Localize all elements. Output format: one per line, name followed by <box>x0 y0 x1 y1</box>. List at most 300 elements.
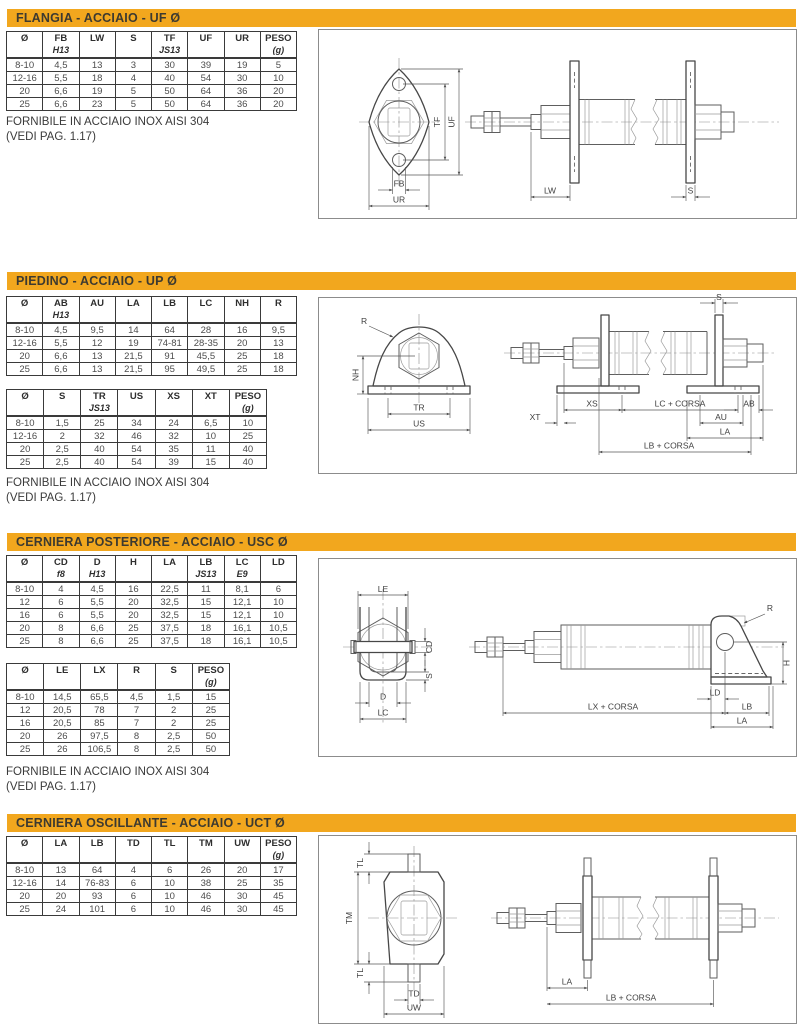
cerniera-oscillante-table <box>6 836 297 916</box>
table-cell: 3 <box>115 58 151 72</box>
table-cell: 50 <box>192 730 229 743</box>
table-cell: 30 <box>224 903 260 916</box>
table-cell: 25 <box>7 635 43 648</box>
table-cell: 46 <box>118 430 155 443</box>
column-header: D H13 <box>79 556 115 583</box>
foot-front-view <box>351 314 471 434</box>
table-cell: 46 <box>188 903 224 916</box>
table-cell: 6 <box>43 596 79 609</box>
cylinder-side-view <box>465 61 779 201</box>
cerniera-oscillante-drawing-box <box>318 835 797 1024</box>
table-row <box>7 609 297 622</box>
table-cell: 12 <box>7 596 43 609</box>
column-header: TF JS13 <box>152 32 188 59</box>
table-row <box>7 622 297 635</box>
table-cell: 16 <box>224 323 260 337</box>
table-cell: 16,1 <box>224 635 260 648</box>
cerniera-oscillante-drawing <box>319 836 796 1023</box>
piedino-drawing-box <box>318 292 797 474</box>
table-cell: 11 <box>188 582 224 596</box>
table-cell: 4,5 <box>79 582 115 596</box>
table-cell: 5 <box>260 58 296 72</box>
table-cell: 7 <box>118 704 155 717</box>
table-cell: 20 <box>115 609 151 622</box>
table-cell: 46 <box>188 890 224 903</box>
table-cell: 8 <box>43 622 79 635</box>
table-cell: 85 <box>81 717 118 730</box>
dim-label-tr: TR <box>413 402 425 413</box>
cylinder-side-view <box>491 858 779 1007</box>
column-header: XT <box>192 390 229 417</box>
dim-label-uw: UW <box>406 1002 422 1013</box>
table-row <box>7 890 297 903</box>
table-cell: 10 <box>229 416 266 430</box>
table-cell: 20 <box>260 85 296 98</box>
column-header: TM <box>188 837 224 864</box>
piedino-table-2 <box>6 389 267 469</box>
table-cell: 32,5 <box>152 596 188 609</box>
table-cell: 36 <box>224 85 260 98</box>
table-cell: 13 <box>260 337 296 350</box>
table-cell: 5 <box>115 85 151 98</box>
table-cell: 40 <box>81 456 118 469</box>
table-cell: 20 <box>43 890 79 903</box>
column-header: LC E9 <box>224 556 260 583</box>
table-cell: 6 <box>260 582 296 596</box>
table-cell: 24 <box>155 416 192 430</box>
table-cell: 16 <box>115 582 151 596</box>
table-cell: 18 <box>79 72 115 85</box>
table-cell: 14,5 <box>44 690 81 704</box>
table-cell: 12-16 <box>7 72 43 85</box>
table-cell: 74-81 <box>152 337 188 350</box>
table-cell: 18 <box>188 635 224 648</box>
table-cell: 101 <box>79 903 115 916</box>
dim-label-ld: LD <box>709 687 721 698</box>
table-cell: 1,5 <box>44 416 81 430</box>
table-cell: 20 <box>7 443 44 456</box>
table-row <box>7 690 230 704</box>
table-cell: 34 <box>118 416 155 430</box>
table-cell: 25 <box>115 622 151 635</box>
column-header: Ø <box>7 556 43 583</box>
table-cell: 6,5 <box>192 416 229 430</box>
table-cell: 97,5 <box>81 730 118 743</box>
table-row <box>7 416 267 430</box>
table-cell: 64 <box>188 85 224 98</box>
dim-label-uf: UF <box>446 116 457 128</box>
table-cell: 32,5 <box>152 609 188 622</box>
table-cell: 16 <box>7 717 44 730</box>
table-cell: 8 <box>43 635 79 648</box>
column-header: Ø <box>7 837 43 864</box>
dim-label-ab: AB <box>743 398 755 409</box>
dim-label-la: LA <box>719 426 731 437</box>
dim-label-h: H <box>781 659 792 667</box>
dim-label-tl-top: TL <box>355 858 365 868</box>
table-cell: 2,5 <box>155 730 192 743</box>
section-title: PIEDINO - ACCIAIO - UP Ø <box>16 274 178 288</box>
table-cell: 36 <box>224 98 260 111</box>
column-header: S <box>115 32 151 59</box>
dim-label-us: US <box>413 418 425 429</box>
table-cell: 8 <box>118 743 155 756</box>
table-cell: 5,5 <box>43 337 79 350</box>
table-row <box>7 323 297 337</box>
table-cell: 93 <box>79 890 115 903</box>
table-cell: 40 <box>229 456 266 469</box>
column-header: S <box>44 390 81 417</box>
table-cell: 12-16 <box>7 430 44 443</box>
table-cell: 9,5 <box>260 323 296 337</box>
table-row <box>7 363 297 376</box>
table-cell: 25 <box>7 98 43 111</box>
column-header: AB H13 <box>43 297 79 324</box>
dim-label-d: D <box>379 691 387 702</box>
table-cell: 4 <box>115 863 151 877</box>
dim-label-ur: UR <box>392 194 406 205</box>
table-cell: 12-16 <box>7 877 43 890</box>
table-cell: 106,5 <box>81 743 118 756</box>
table-cell: 25 <box>81 416 118 430</box>
table-cell: 15 <box>192 456 229 469</box>
cerniera-posteriore-table-1 <box>6 555 297 648</box>
dim-label-tm: TM <box>344 911 354 925</box>
table-cell: 6 <box>115 890 151 903</box>
dim-label-tl-bottom: TL <box>355 968 365 978</box>
table-cell: 91 <box>152 350 188 363</box>
dim-label-lb-corsa: LB + CORSA <box>605 992 657 1003</box>
dim-label-lw: LW <box>543 185 557 196</box>
table-cell: 2 <box>44 430 81 443</box>
table-cell: 2,5 <box>155 743 192 756</box>
table-cell: 15 <box>188 609 224 622</box>
column-header: H <box>115 556 151 583</box>
column-header: LE <box>44 664 81 691</box>
note-piedino <box>6 476 209 505</box>
table-row <box>7 635 297 648</box>
column-header: XS <box>155 390 192 417</box>
column-header: US <box>118 390 155 417</box>
table-cell: 24 <box>43 903 79 916</box>
column-header: LA <box>43 837 79 864</box>
section-title: FLANGIA - ACCIAIO - UF Ø <box>16 11 181 25</box>
note-cerniera-posteriore <box>6 765 209 794</box>
table-cell: 20 <box>224 337 260 350</box>
table-cell: 40 <box>81 443 118 456</box>
table-row <box>7 85 297 98</box>
table-cell: 6,6 <box>43 363 79 376</box>
dim-label-la: LA <box>561 976 573 987</box>
column-header: PESO (g) <box>229 390 266 417</box>
table-cell: 20 <box>115 596 151 609</box>
column-header: LC <box>188 297 224 324</box>
table-cell: 4 <box>115 72 151 85</box>
piedino-table-1 <box>6 296 297 376</box>
dim-label-lb: LB <box>741 701 753 712</box>
column-header: UW <box>224 837 260 864</box>
cerniera-posteriore-drawing <box>319 559 796 756</box>
table-cell: 50 <box>192 743 229 756</box>
column-header: Ø <box>7 390 44 417</box>
table-cell: 25 <box>192 717 229 730</box>
table-cell: 20 <box>7 730 44 743</box>
table-cell: 4,5 <box>43 58 79 72</box>
table-cell: 19 <box>224 58 260 72</box>
column-header: LA <box>152 556 188 583</box>
table-cell: 25 <box>229 430 266 443</box>
table-cell: 6,6 <box>43 85 79 98</box>
table-cell: 65,5 <box>81 690 118 704</box>
table-cell: 25 <box>7 903 43 916</box>
dim-label-lc-corsa: LC + CORSA <box>654 398 706 409</box>
cerniera-posteriore-drawing-box <box>318 558 797 757</box>
table-cell: 45 <box>260 903 296 916</box>
column-header: LB <box>79 837 115 864</box>
cylinder-side-view <box>469 603 792 729</box>
table-cell: 54 <box>118 443 155 456</box>
table-cell: 20 <box>7 890 43 903</box>
column-header: Ø <box>7 32 43 59</box>
table-cell: 13 <box>43 863 79 877</box>
table-row <box>7 58 297 72</box>
table-cell: 5,5 <box>43 72 79 85</box>
table-cell: 8,1 <box>224 582 260 596</box>
table-cell: 17 <box>260 863 296 877</box>
table-cell: 49,5 <box>188 363 224 376</box>
table-cell: 25 <box>7 743 44 756</box>
table-cell: 26 <box>44 743 81 756</box>
column-header: LA <box>115 297 151 324</box>
column-header: CD f8 <box>43 556 79 583</box>
table-cell: 6,6 <box>79 635 115 648</box>
column-header: TL <box>152 837 188 864</box>
table-cell: 28 <box>188 323 224 337</box>
dim-label-lx-corsa: LX + CORSA <box>587 701 639 712</box>
table-cell: 13 <box>79 58 115 72</box>
table-cell: 10 <box>152 903 188 916</box>
dim-label-xs: XS <box>586 398 598 409</box>
table-cell: 5,5 <box>79 609 115 622</box>
table-cell: 13 <box>79 350 115 363</box>
table-cell: 76-83 <box>79 877 115 890</box>
table-cell: 28-35 <box>188 337 224 350</box>
table-cell: 1,5 <box>155 690 192 704</box>
table-cell: 20 <box>7 350 43 363</box>
clevis-front-view <box>343 584 434 725</box>
dim-label-r: R <box>766 603 774 613</box>
table-cell: 20 <box>7 622 43 635</box>
note-flangia <box>6 115 209 144</box>
table-cell: 37,5 <box>152 635 188 648</box>
table-row <box>7 337 297 350</box>
table-cell: 54 <box>118 456 155 469</box>
section-header-flangia <box>7 9 796 27</box>
table-cell: 10 <box>152 890 188 903</box>
table-cell: 95 <box>152 363 188 376</box>
table-cell: 37,5 <box>152 622 188 635</box>
column-header: LX <box>81 664 118 691</box>
column-header: TR JS13 <box>81 390 118 417</box>
table-cell: 8-10 <box>7 323 43 337</box>
table-cell: 7 <box>118 717 155 730</box>
table-cell: 6,6 <box>43 350 79 363</box>
column-header: PESO (g) <box>192 664 229 691</box>
table-cell: 20,5 <box>44 717 81 730</box>
table-cell: 64 <box>79 863 115 877</box>
flangia-table <box>6 31 297 111</box>
dim-label-fb: FB <box>393 178 405 189</box>
table-cell: 21,5 <box>115 363 151 376</box>
column-header: Ø <box>7 664 44 691</box>
table-cell: 13 <box>79 363 115 376</box>
table-row <box>7 98 297 111</box>
table-cell: 6 <box>115 877 151 890</box>
table-cell: 8-10 <box>7 416 44 430</box>
table-cell: 18 <box>188 622 224 635</box>
table-cell: 4,5 <box>118 690 155 704</box>
table-cell: 6 <box>43 609 79 622</box>
dim-label-td: TD <box>408 988 420 999</box>
dim-label-r: R <box>360 316 368 326</box>
table-cell: 20 <box>260 98 296 111</box>
column-header: LB <box>152 297 188 324</box>
table-cell: 64 <box>152 323 188 337</box>
table-cell: 19 <box>79 85 115 98</box>
column-header: TD <box>115 837 151 864</box>
table-row <box>7 730 230 743</box>
table-cell: 10 <box>260 596 296 609</box>
table-cell: 6 <box>152 863 188 877</box>
dim-label-le: LE <box>377 584 389 594</box>
table-cell: 32 <box>155 430 192 443</box>
dim-label-au: AU <box>715 412 727 422</box>
table-cell: 16 <box>7 609 43 622</box>
table-cell: 12-16 <box>7 337 43 350</box>
table-cell: 18 <box>260 350 296 363</box>
dim-label-cd: CD <box>424 640 434 654</box>
table-cell: 32 <box>81 430 118 443</box>
table-row <box>7 443 267 456</box>
piedino-drawing <box>319 292 796 473</box>
table-cell: 11 <box>192 443 229 456</box>
column-header: LW <box>79 32 115 59</box>
table-cell: 26 <box>188 863 224 877</box>
dim-label-s: S <box>687 185 694 196</box>
column-header: LD <box>260 556 296 583</box>
table-cell: 40 <box>229 443 266 456</box>
table-row <box>7 350 297 363</box>
table-cell: 25 <box>224 363 260 376</box>
table-cell: 12,1 <box>224 609 260 622</box>
table-cell: 25 <box>224 877 260 890</box>
table-cell: 6,6 <box>79 622 115 635</box>
column-header: UR <box>224 32 260 59</box>
table-cell: 5,5 <box>79 596 115 609</box>
table-cell: 12 <box>7 704 44 717</box>
table-cell: 26 <box>44 730 81 743</box>
note-line: (VEDI PAG. 1.17) <box>6 130 96 143</box>
table-cell: 20 <box>224 863 260 877</box>
column-header: S <box>155 664 192 691</box>
dim-label-lc: LC <box>377 707 389 718</box>
table-cell: 19 <box>115 337 151 350</box>
table-cell: 20 <box>7 85 43 98</box>
table-cell: 22,5 <box>152 582 188 596</box>
table-cell: 15 <box>192 690 229 704</box>
table-cell: 10,5 <box>260 622 296 635</box>
table-cell: 30 <box>224 890 260 903</box>
column-header: R <box>260 297 296 324</box>
table-cell: 45,5 <box>188 350 224 363</box>
table-cell: 16,1 <box>224 622 260 635</box>
table-cell: 50 <box>152 98 188 111</box>
note-line: (VEDI PAG. 1.17) <box>6 780 96 793</box>
table-cell: 21,5 <box>115 350 151 363</box>
section-header-piedino <box>7 272 796 290</box>
table-cell: 2,5 <box>44 443 81 456</box>
cylinder-side-view <box>504 292 774 455</box>
table-cell: 35 <box>155 443 192 456</box>
note-line: (VEDI PAG. 1.17) <box>6 491 96 504</box>
table-cell: 25 <box>7 363 43 376</box>
table-cell: 8-10 <box>7 58 43 72</box>
column-header: PESO (g) <box>260 32 296 59</box>
table-row <box>7 430 267 443</box>
table-cell: 54 <box>188 72 224 85</box>
dim-label-nh: NH <box>350 368 361 382</box>
column-header: R <box>118 664 155 691</box>
table-cell: 8-10 <box>7 690 44 704</box>
table-cell: 39 <box>155 456 192 469</box>
note-line: FORNIBILE IN ACCIAIO INOX AISI 304 <box>6 116 210 128</box>
table-cell: 6 <box>115 903 151 916</box>
table-cell: 10 <box>152 877 188 890</box>
table-cell: 2 <box>155 704 192 717</box>
dim-label-tf: TF <box>432 116 442 128</box>
column-header: FB H13 <box>43 32 79 59</box>
table-row <box>7 877 297 890</box>
table-cell: 50 <box>152 85 188 98</box>
table-cell: 64 <box>188 98 224 111</box>
table-cell: 4,5 <box>43 323 79 337</box>
dim-label-s: S <box>424 673 434 679</box>
table-cell: 30 <box>152 58 188 72</box>
table-cell: 78 <box>81 704 118 717</box>
table-cell: 2,5 <box>44 456 81 469</box>
section-title: CERNIERA POSTERIORE - ACCIAIO - USC Ø <box>16 535 288 549</box>
column-header: NH <box>224 297 260 324</box>
table-cell: 25 <box>7 456 44 469</box>
table-row <box>7 456 267 469</box>
column-header: LB JS13 <box>188 556 224 583</box>
table-cell: 15 <box>188 596 224 609</box>
note-line: FORNIBILE IN ACCIAIO INOX AISI 304 <box>6 766 210 778</box>
table-cell: 25 <box>192 704 229 717</box>
table-cell: 8-10 <box>7 863 43 877</box>
table-cell: 10 <box>260 609 296 622</box>
section-header-cerniera-oscillante <box>7 814 796 832</box>
note-line: FORNIBILE IN ACCIAIO INOX AISI 304 <box>6 477 210 489</box>
table-cell: 14 <box>43 877 79 890</box>
table-cell: 35 <box>260 877 296 890</box>
table-row <box>7 72 297 85</box>
table-cell: 10,5 <box>260 635 296 648</box>
column-header: PESO (g) <box>260 837 296 864</box>
table-row <box>7 863 297 877</box>
table-cell: 10 <box>260 72 296 85</box>
column-header: UF <box>188 32 224 59</box>
